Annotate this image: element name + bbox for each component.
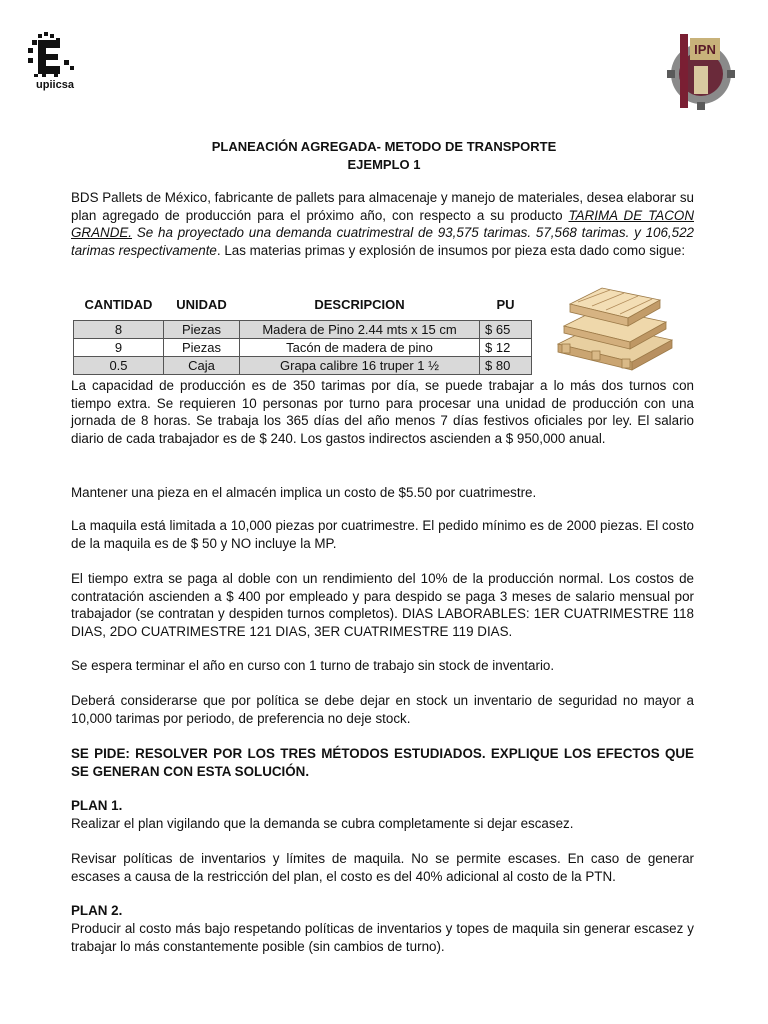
cell-unidad: Piezas xyxy=(164,321,240,339)
cell-unidad: Caja xyxy=(164,357,240,375)
table-row xyxy=(74,357,532,375)
plan2-heading: PLAN 2. xyxy=(71,903,123,918)
document-subtitle: EJEMPLO 1 xyxy=(347,157,421,172)
maquila-paragraph: La maquila está limitada a 10,000 piezas por cuatrimestre. El pedido mínimo es de 2000 piezas. El costo de la maquila es de $ 50 y NO incluye la MP. xyxy=(71,518,694,551)
cell-cantidad: 8 xyxy=(74,321,164,339)
cell-unidad: Piezas xyxy=(164,339,240,357)
table-row xyxy=(74,321,532,339)
intro-text-2: . Las materias primas y explosión de insumos por pieza esta dado como sigue: xyxy=(216,242,686,258)
cell-descripcion: Grapa calibre 16 truper 1 ½ xyxy=(240,357,480,375)
materials-table xyxy=(73,292,532,375)
product-name: TARIMA DE TACON GRANDE. xyxy=(71,207,694,241)
cell-descripcion: Madera de Pino 2.44 mts x 15 cm xyxy=(240,321,480,339)
pallet-image xyxy=(548,282,680,374)
current-year-paragraph: Se espera terminar el año en curso con 1 turno de trabajo sin stock de inventario. xyxy=(71,658,555,673)
plan1-policy-text: Revisar políticas de inventarios y límites de maquila. No se permite escases. En caso de generar escases a causa de la restricción del plan, el costo es del 40% adicional al costo de la PTN. xyxy=(71,851,694,884)
storage-paragraph: Mantener una pieza en el almacén implica un costo de $5.50 por cuatrimestre. xyxy=(71,485,537,500)
cell-pu: $ 65 xyxy=(480,321,532,339)
cell-cantidad: 0.5 xyxy=(74,357,164,375)
cell-cantidad: 9 xyxy=(74,339,164,357)
header-cantidad: CANTIDAD xyxy=(84,296,153,312)
overtime-paragraph: El tiempo extra se paga al doble con un rendimiento del 10% de la producción normal. Los costos de contratación ascienden a $ 400 por empleado y para despido se paga 3 meses de salario mensual por trabajador (se contratan y despiden turnos completos). DIAS LABORABLES: 1ER CUATRIMESTRE 118 DIAS, 2DO CUATRIMESTRE 121 DIAS, 3ER CUATRIMESTRE 119 DIAS. xyxy=(71,571,694,639)
logo-left-text: upiicsa xyxy=(36,79,74,91)
logo-right-text: IPN xyxy=(694,42,716,57)
plan1-text: Realizar el plan vigilando que la demanda se cubra completamente si dejar escasez. xyxy=(71,816,574,831)
plan1-heading: PLAN 1. xyxy=(71,798,123,813)
request-paragraph: SE PIDE: RESOLVER POR LOS TRES MÉTODOS ESTUDIADOS. EXPLIQUE LOS EFECTOS QUE SE GENERAN CON ESTA SOLUCIÓN. xyxy=(71,746,694,779)
header-unidad: UNIDAD xyxy=(176,296,227,312)
upiicsa-logo xyxy=(24,30,86,92)
cell-descripcion: Tacón de madera de pino xyxy=(240,339,480,357)
ipn-logo xyxy=(666,28,736,114)
table-header-row xyxy=(74,292,532,321)
capacity-paragraph: La capacidad de producción es de 350 tarimas por día, se puede trabajar a lo más dos turnos con tiempo extra. Se requieren 10 personas por turno para procesar una unidad de producción con una jornada de 8 horas. Se trabaja los 365 días del año menos 7 días festivos oficiales por ley. El salario diario de cada trabajador es de $ 240. Los gastos indirectos ascienden a $ 950,000 anual. xyxy=(71,378,694,446)
intro-paragraph xyxy=(71,189,694,259)
table-row xyxy=(74,339,532,357)
header-descripcion: DESCRIPCION xyxy=(314,296,405,312)
intro-text-1: BDS Pallets de México, fabricante de pallets para almacenaje y manejo de materiales, desea elaborar su plan agregado de producción para el próximo año, con respecto a su producto xyxy=(71,190,695,223)
demand-text: Se ha proyectado una demanda cuatrimestral de 93,575 tarimas. 57,568 tarimas. y 106,522 tarimas respectivamente xyxy=(71,225,694,258)
cell-pu: $ 80 xyxy=(480,357,532,375)
inventory-policy-paragraph: Deberá considerarse que por política se debe dejar en stock un inventario de seguridad no mayor a 10,000 tarimas por periodo, de preferencia no deje stock. xyxy=(71,693,694,726)
plan2-text: Producir al costo más bajo respetando políticas de inventarios y topes de maquila sin generar escasez y trabajar lo más constantemente posible (sin cambios de turno). xyxy=(71,921,694,954)
header-pu: PU xyxy=(496,296,515,312)
cell-pu: $ 12 xyxy=(480,339,532,357)
document-title: PLANEACIÓN AGREGADA- METODO DE TRANSPORTE xyxy=(211,139,557,154)
